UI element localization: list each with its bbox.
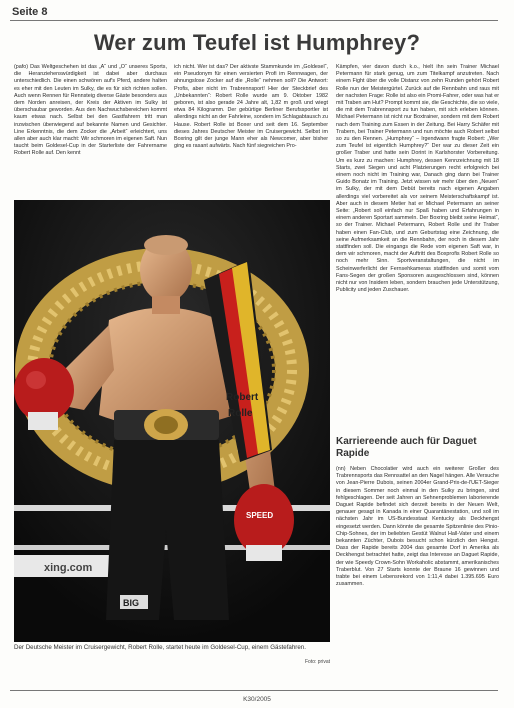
- ring-banner-text: xing.com: [44, 562, 93, 574]
- article-column-2: [174, 64, 328, 198]
- glove-text: SPEED: [246, 511, 274, 520]
- page-header: [0, 0, 514, 26]
- column-2-text: ich nicht. Wer ist das? Der aktivste Stammkunde im „Goldesel“, ein Pseudonym für einen versierten Profi im Rennwagen, der ahnungslose Zocker auf die „Rolle“ nehmen soll? Die Antwort: Profis, aber nicht im Trabrennsport! Hier der Steckbrief des „Unbekannten“: Robert Rolle wurde am 9. Oktober 1982 geboren, ist also gerade 24 Jahre alt, 1,82 m groß und wiegt etwa 84 Kilogramm. Der gebürtige Berliner Berufssportler ist allerdings nicht an der Fahrleine, sondern im Schlagabtausch zu Hause. Robert Rolle ist Boxer und seit dem 16. September dieses Jahres Deutscher Meister im Cruisergewicht. Selbst im Boxring gilt der junge Mann eher als Newcomer, aber bisher ging es rasant aufwärts. Nach fünf siegreichen Pro-: [174, 64, 328, 150]
- headline: Wer zum Teufel ist Humphrey?: [93, 30, 421, 55]
- photo-credit: Foto: privat: [304, 659, 330, 665]
- sash-text-2: Rolle: [228, 408, 253, 419]
- footer-rule: [10, 690, 498, 691]
- column-1-text: (pafo) Das Weltgeschehen ist das „A“ und „O“ unseres Sports, die Heranziehenswürdigkeit ist dabei aber durchaus unterschiedlich. Die einen schwören auf's Pferd, andere halten es eher mit den Leuten im Sulky, die es für sich richten sollen. Auch wenn Rennen für Rennsteig diverse Gäste besonders aus dem Norden anreisen, der Kreis der Aktiven im Sulky ist überschaubar geworden. Aus den Nachwuchsbereichen kommt kaum etwas nach. Selbst bei den Gastfahrern tritt man inzwischen überwiegend auf bekannte Namen und Gesichter. Line Erkenntnis, die dem Zocker die „Arbeit“ erleichtert, uns allen aber auch klar macht: Wir schmoren im eigenen Saft. Nun taucht beim Goldesel-Cup in der Starterliste der Fahrername Robert Rolle auf. Den kennt: [14, 64, 167, 157]
- boxer-photo: [14, 200, 330, 642]
- sash-text-1: Robert: [226, 392, 259, 403]
- shorts-brand: BIG: [123, 598, 140, 608]
- page-number: Seite 8: [12, 6, 48, 18]
- photo-caption: [14, 644, 330, 666]
- article-column-3: [336, 64, 499, 432]
- sidebar-headline: Karriereende auch für Daguet Rapide: [336, 436, 477, 459]
- boxer-illustration: [14, 200, 330, 642]
- article-column-1: [14, 64, 167, 198]
- column-3-text: Kämpfen, vier davon durch k.o., hielt ihn sein Trainer Michael Petermann für stark genug, um zum Titelkampf anzutreten. Nach einem Fight über die volle Distanz von zehn Runden gehört Robert Rolle nun der Meistergürtel. Zurück auf die Rennbahn und raus mit der nachsten Frage: Rolle ist also ein Promi-Fahrer, oder was hat er mit Traben am Hut? Prompt kommt sie, die Geschichte, die so viele, die mit dem Trabrennsport zu tun haben, mit sich erleben können. Michael Petermann ist nicht nur Boxtrainer, sondern mit dem Robert nach dem Training zum Essen in der Zeitung. Bei Harry Schäfer mit Trabern, bei Trainer Petermann und nun möchte auch Robert selbst so zu den Rennen. „Humphrey“ – Irgendwann fragte Robert: „Wer zum Teufel ist eigentlich Humphrey?“ Der war zu dieser Zeit ein großer Traber und hatte sein Dorint in Karlshorster Vorbereitung. Um es kurz zu machen: Humphrey, dessen Kennzeichnung mit 18 Starts, zwei Siegen und acht Platzierungen recht erfolgreich bei einem noch nicht im Training war, Danach ging dann bei Trainer Guido Bonatz im Training. Jetzt wissen wir mehr über den „Neuen“ im Sulky, der mit dem Debüt bereits nach eigenen Angaben allerdings viel vorbereitet als vor seinem Meisterschaftskampf ist. Aber auch in diesem Metier hat er Michael Petermann an seiner Seite: „Robert soll einfach nur Spaß haben und Erfahrungen in einem anderen Sportart sammeln. Der Boxring bleibt seine Heimat“, so der Trainer. Michael Petermann, Robert Rolle und ihr Traber haben einen Fan-Club, und zum Geburtstag eine Zeichnung, die seine Aufmerksamkeit an die Rennbahn, der noch in diesem Jahr stattfinden soll. Die eingangs die Rede vom eigenen Saft war, in dem wir schmoren, macht der Auftritt des Boxprofis Robert Rolle so noch mehr Sinn. Sportveranstaltungen, die nicht im Scheinwerferlicht der Fernsehkameras stattfinden und somit vom Fans-Segen der großen Sponsoren ausgeschlossen sind, können nicht nur von Insidern leben, sondern brauchen jede Unterstützung, Publicity und jeden Zuschauer.: [336, 64, 499, 294]
- page-footer: K30/2005: [243, 696, 271, 703]
- caption-text: Der Deutsche Meister im Cruisergewicht, Robert Rolle, startet heute im Goldesel-Cup, einem Gästefahren.: [14, 644, 306, 651]
- sidebar-article: [336, 466, 499, 666]
- header-rule: [10, 20, 498, 21]
- sidebar-article-text: (nn) Neben Chocolatier wird auch ein weiterer Großer des Trabrennsports das Rennsattel an den Nagel hängen. Alle Versuche von Jean-Pierre Dubois, seinen 2004er Grand-Prix-de-l'UET-Sieger in diesem Sommer noch einmal in den Sulky zu bringen, sind fehlgeschlagen. Der seit Jahren an Sehnenproblemen laborierende Daguet Rapide befindet sich derzeit bereits in der Neuen Welt, genauer gesagt in Kanada in einer Quarantänestation, und soll im nächsten Jahr im US-Bundesstaat Kentucky als Deckhengst eingesetzt werden. Dann könnte die gesamte Spitzenlinie des Pinio-Chip-Sohnes, der im beliebten Gestüt Walnut Hall-Vater und einem bekannten Züchter, Dubois besucht schon kürzlich den Hengst. Dass der Rapide bereits 2004 das gesamte Dorf in Amerika als Deckhengst betrachtet hatte, zeigt das Interesse an Daguet Rapide, der wie Speedy Crown-Sohn Workaholic abstammt, amerikanisches Traberblut. Von 27 Starts konnte der Braune 16 gewinnen und trabte bei einem Lebensrekord von 1:11,4 dabei 1.395.695 Euro zusammen.: [336, 466, 499, 588]
